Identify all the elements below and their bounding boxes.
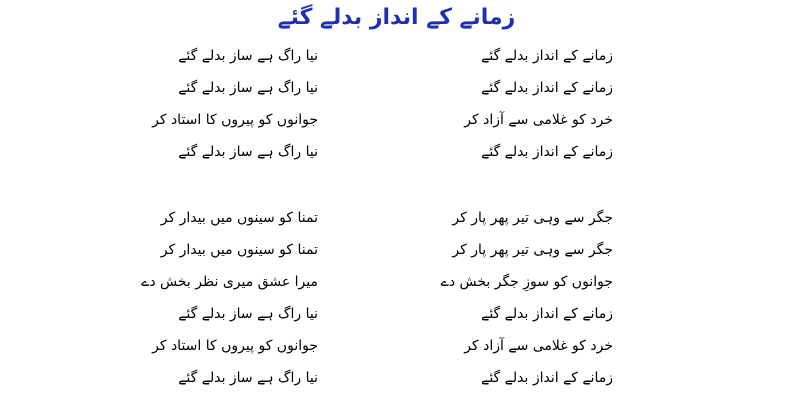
verse-left-half: نیا راگ ہے ساز بدلے گئے <box>178 144 318 160</box>
verse-line <box>0 334 793 366</box>
verse-line <box>0 302 793 334</box>
verse-left-half: نیا راگ ہے ساز بدلے گئے <box>178 306 318 322</box>
verse-line <box>0 44 793 76</box>
verse-right-half: جگر سے وہی تیر پھر پار کر <box>452 242 613 258</box>
verse-line <box>0 238 793 270</box>
verse-line <box>0 108 793 140</box>
verse-right-half: زمانے کے انداز بدلے گئے <box>481 80 613 96</box>
verse-line <box>0 270 793 302</box>
verse-right-half: خرد کو غلامی سے آزاد کر <box>464 112 613 128</box>
verse-line <box>0 206 793 238</box>
verse-left-half: نیا راگ ہے ساز بدلے گئے <box>178 370 318 386</box>
verse-right-half: زمانے کے انداز بدلے گئے <box>481 48 613 64</box>
verse-left-half: نیا راگ ہے ساز بدلے گئے <box>178 48 318 64</box>
verse-left-half: میرا عشق میری نظر بخش دے <box>141 274 318 290</box>
verse-line <box>0 140 793 172</box>
stanza-1 <box>0 44 793 172</box>
verse-right-half: خرد کو غلامی سے آزاد کر <box>464 338 613 354</box>
poem-title: زمانے کے انداز بدلے گئے <box>277 5 516 30</box>
verse-right-half: زمانے کے انداز بدلے گئے <box>481 306 613 322</box>
verse-line <box>0 76 793 108</box>
verse-line <box>0 366 793 398</box>
verse-right-half: زمانے کے انداز بدلے گئے <box>481 370 613 386</box>
verse-right-half: جگر سے وہی تیر پھر پار کر <box>452 210 613 226</box>
verse-left-half: تمنا کو سینوں میں بیدار کر <box>160 210 318 226</box>
verse-right-half: زمانے کے انداز بدلے گئے <box>481 144 613 160</box>
verse-right-half: جوانوں کو سوزِ جگر بخش دے <box>440 274 613 290</box>
verse-left-half: جوانوں کو پیروں کا استاد کر <box>152 338 318 354</box>
stanza-2 <box>0 206 793 398</box>
verse-left-half: تمنا کو سینوں میں بیدار کر <box>160 242 318 258</box>
verse-left-half: جوانوں کو پیروں کا استاد کر <box>152 112 318 128</box>
verse-left-half: نیا راگ ہے ساز بدلے گئے <box>178 80 318 96</box>
